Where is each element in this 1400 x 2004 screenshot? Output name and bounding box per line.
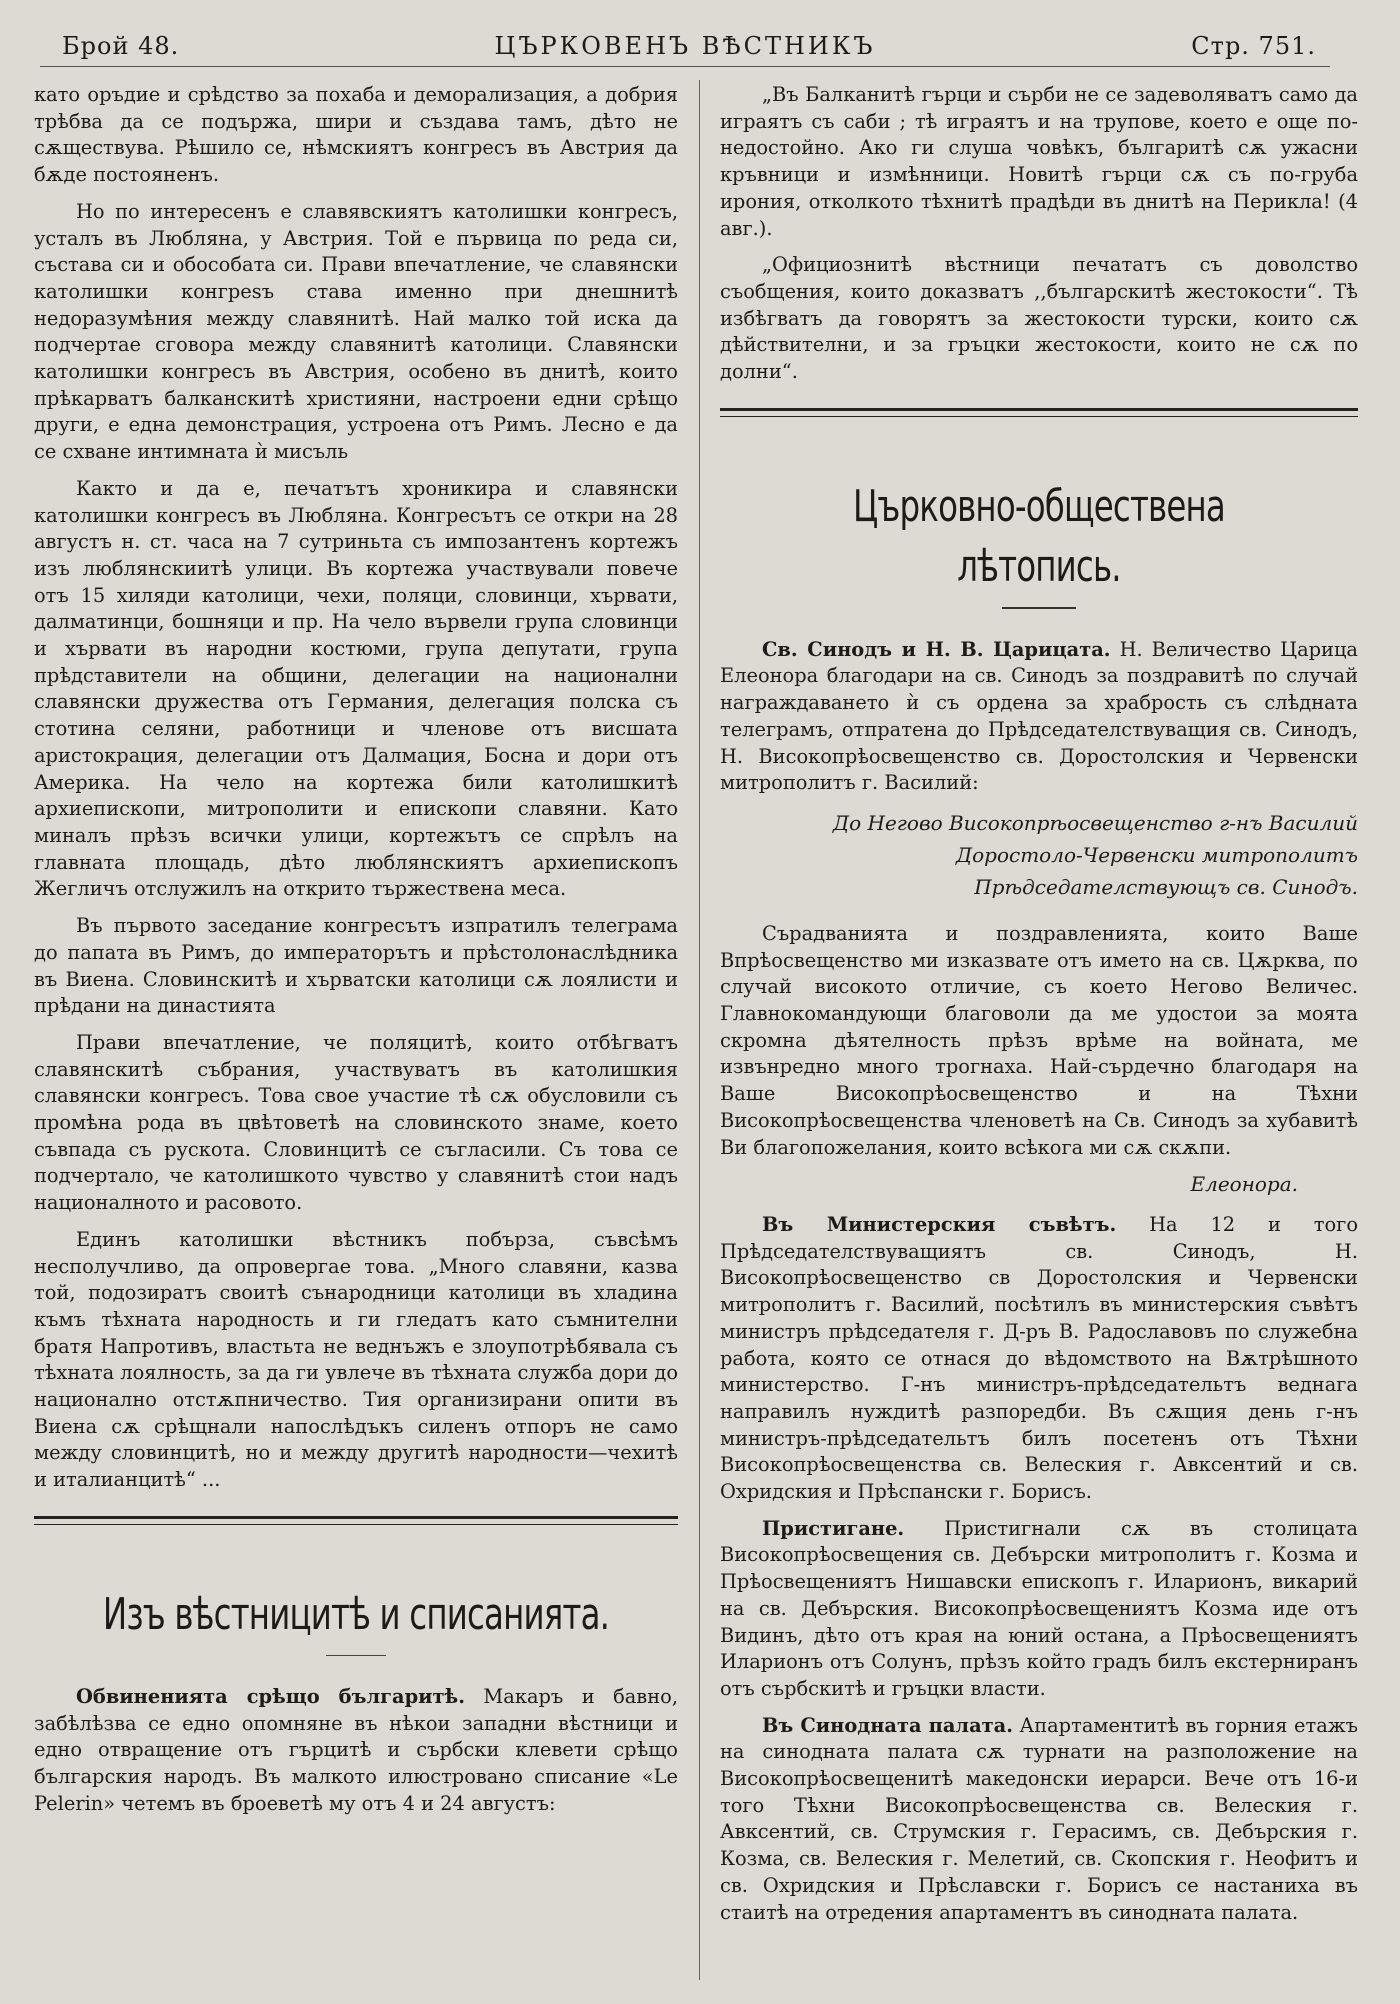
paragraph: Единъ католишки вѣстникъ побърза, съвсѣмъ несполучливо, да опровергае това. „Много славяни, казва той, подозиратъ своитѣ сънародници католици въ хладина къмъ тѣхната народность и ги гледатъ като съмнителни братя Напротивъ, властьта не веднъжъ е злоупотрѣбявала съ тѣхната лоялность, за да ги увлече въ тѣхната служба дори до национално отстѫпничество. Тия организирани опити въ Виена сѫ срѣщнали напослѣдъкъ силенъ отпоръ не само между словинцитѣ, но и между другитѣ народности—чехитѣ и италианцитѣ“ ...: [34, 1227, 678, 1492]
article-paragraph: [720, 1516, 1358, 1703]
paragraph: Прави впечатление, че поляцитѣ, които отбѣгватъ славянскитѣ събрания, участвуватъ въ католишкия славянски конгресъ. Това свое участие тѣ сѫ обусловили съ промѣна рода въ цвѣтоветѣ на словинското знаме, което съвпада съ рускота. Словинцитѣ се съгласили. Съ това се подчертало, че католишкото чувство у славянитѣ стои надъ националното и расовото.: [34, 1030, 678, 1215]
newspaper-title: ЦЪРКОВЕНЪ ВѢСТНИКЪ: [494, 32, 876, 60]
article-paragraph: [720, 1212, 1358, 1506]
page-header: [40, 30, 1330, 67]
quote-paragraph: „Въ Балканитѣ гърци и сърби не се задеволяватъ само да играятъ съ саби ; тѣ играятъ и на трупове, което е още по-недостойно. Ако ги слуша човѣкъ, българитѣ сѫ ужасни кръвници и измѣнници. Новитѣ гърци сѫ съ по-груба ирония, отколкото тѣхнитѣ прадѣди въ днитѣ на Перикла! (4 авг.).: [720, 83, 1358, 240]
telegram-text: Сърадванията и поздравленията, които Ваше Впрѣосвещенство ми изказвате отъ името на св. Цѫрква, по случай високото отличие, съ което Негово Величес. Главнокомандующи благоволи да ме удостои за моята скромна дѣятелность прѣзъ врѣме на войната, ме извънредно много трогнаха. Най-сърдечно благодаря на Ваше Високопрѣосвещенство и на Тѣхни Високопрѣосвещенства членоветѣ на Св. Синодъ за хубавитѣ Ви благопожелания, които всѣкога ми сѫ скѫпи.: [720, 921, 1358, 1159]
telegram-address: До Негово Високопрѣосвещенство г-нъ Василий Доростоло-Червенски митрополитъ Прѣдседателствующъ св. Синодъ.: [832, 810, 1358, 899]
paragraph: Както и да е, печатътъ хроникира и славянски католишки конгресъ въ Любляна. Конгресътъ се откри на 28 августъ н. ст. часа на 7 сутриньта съ импозантенъ кортежъ изъ люблянскиитѣ улици. Въ кортежа участвували повече отъ 15 хиляди католици, чехи, поляци, словинци, хървати, далматинци, бошняци и пр. На чело вървели група словинци и хървати въ народни костюми, група депутати, група прѣдставители на общини, делегации на национални славянски дружества отъ Германия, делегация полска съ стотина селяни, работници и членове отъ висшата аристокрация, делегации отъ Далмация, Босна и дори отъ Америка. На чело на кортежа били католишкитѣ архиепископи, митрополити и епископи славяни. Като миналъ прѣзъ всички улици, кортежътъ се спрѣлъ на главната площадь, дѣто люблянскиятъ архиепископъ Жегличъ отслужилъ на открито тържествена меса.: [34, 476, 678, 901]
article-text: Пристигнали сѫ въ столицата Високопрѣосвещения св. Дебърски митрополитъ г. Козма и Прѣосвещениятъ Нишавски епископъ г. Иларионъ, викарий на св. Дебърския. Високопрѣосвещениятъ Козма иде отъ Видинъ, дѣто отъ края на юний остана, а Прѣосвещениятъ Иларионъ отъ Солунъ, прѣзъ който градъ билъ екстерниранъ отъ сърбскитѣ и гръцки власти.: [720, 1516, 1358, 1700]
paragraph: Но по интересенъ е славявскиятъ католишки конгресъ, усталъ въ Любляна, у Австрия. Той е първица по реда си, състава си и обособата си. Прави впечатление, че славянски католишки конгреѕъ става именно при днешнитѣ недоразумѣния между славянитѣ. Най малко той иска да подчертае сговора между славянитѣ католици. Славянски католишки конгресъ въ Австрия, особено въ днитѣ, които прѣкарватъ балканскитѣ християни, настроени едни срѣщо други, е една демонстрация, устроена отъ Римъ. Лесно е да се схване интимната ѝ мисъль: [34, 199, 678, 464]
page-number: Стр. 751.: [1191, 32, 1316, 60]
telegram-signature: Елеонора.: [1190, 1172, 1298, 1197]
article-text: Н. Величество Царица Елеонора благодари на св. Синодъ за поздравитѣ по случай награждаването ѝ съ ордена за храбрость съ слѣдната телеграмъ, отпратена до Прѣдседателствуващия св. Синодъ, Н. Високопрѣосвещенство св. Доростолския и Червенски митрополитъ г. Василий:: [720, 637, 1358, 795]
article-lead: Обвиненията срѣщо българитѣ.: [76, 1684, 465, 1708]
article-paragraph: [34, 1684, 678, 1818]
section-rule: [720, 408, 1358, 417]
article-text: На 12 и того Прѣдседателствуващиятъ св. Синодъ, Н. Високопрѣосвещенство св Доростолския и Червенски митрополитъ г. Василий, посѣтилъ въ министерския съвѣтъ министръ прѣдседателя г. Д-ръ В. Радославовъ по служебна работа, която се отнася до вѣдомството на Вѫтрѣшното министерство. Г-нъ министръ-прѣдседательтъ веднага направилъ нуждитѣ разпоредби. Въ сѫщия день г-нъ министръ-прѣдседательтъ билъ посетенъ отъ Тѣхни Високопрѣосвещенства св. Велеския г. Авксентий и св. Охридския и Прѣспански г. Борисъ.: [720, 1212, 1358, 1504]
section-heading-press: Изъ вѣстницитѣ и списанията.: [102, 1588, 610, 1640]
heading-dash: [326, 1655, 386, 1656]
article-lead: Въ Министерския съвѣтъ.: [762, 1212, 1117, 1236]
article-text: Макаръ и бавно, забѣлѣзва се едно опомняне въ нѣкои западни вѣстници и едно отвращение отъ гърцитѣ и сърбски клевети срѣщо българския народъ. Въ малкото илюстровано списание «Le Pelerin» четемъ въ броеветѣ му отъ 4 и 24 августъ:: [34, 1684, 678, 1815]
paragraph: Въ първото заседание конгресътъ изпратилъ телеграма до папата въ Римъ, до императорътъ и прѣстолонаслѣдника въ Виена. Словинскитѣ и хърватски католици сѫ лоялисти и прѣдани на династията: [34, 914, 678, 1018]
article-lead: Пристигане.: [762, 1516, 905, 1540]
section-rule: [34, 1516, 678, 1525]
quote-paragraph: „Официознитѣ вѣстници печататъ съ доволство съобщения, които доказватъ ,,българскитѣ жестокости“. Тѣ избѣгватъ да говорятъ за жестокости турски, които сѫ дѣйствителни, и за гръцки жестокости, които не сѫ по долни“.: [720, 253, 1358, 384]
paragraph: като оръдие и срѣдство за похаба и деморализация, а добрия трѣбва да се подържа, шири и създава тамъ, дѣто не сѫществува. Рѣшило се, нѣмскиятъ конгресъ въ Австрия да бѫде постояненъ.: [34, 83, 678, 187]
article-paragraph: [720, 637, 1358, 797]
right-column: [720, 82, 1358, 1936]
issue-number: Брой 48.: [62, 32, 180, 60]
heading-dash: [1002, 607, 1076, 609]
article-lead: Св. Синодъ и Н. В. Царицата.: [762, 637, 1111, 661]
left-column: [34, 82, 678, 1827]
section-heading-chronicle: Църковно-обществена лѣтопись.: [853, 480, 1225, 592]
article-text: Апартаментитѣ въ горния етажъ на синодната палата сѫ турнати на разположение на Високопрѣосвещенитѣ македонски иерарси. Вече отъ 16-и того Тѣхни Високопрѣосвещенства св. Велеския г. Авксентий, св. Струмския г. Герасимъ, св. Дебърския г. Козма, св. Велеския г. Мелетий, св. Скопския г. Неофитъ и св. Охридския и Прѣславски г. Борисъ се настаниха въ стаитѣ на отредения апартаментъ въ синодната палата.: [720, 1713, 1358, 1924]
article-lead: Въ Синодната палата.: [762, 1713, 1013, 1737]
article-paragraph: [720, 1713, 1358, 1927]
column-divider: [699, 80, 700, 1980]
